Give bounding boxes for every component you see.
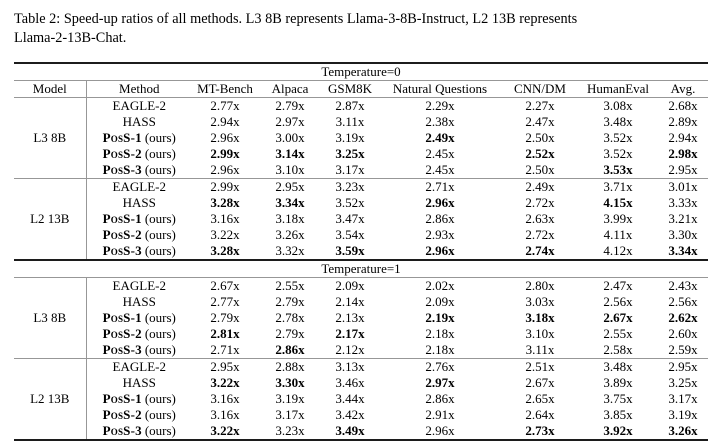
value-cell: 2.56x: [668, 294, 698, 309]
value-cell: 3.17x: [668, 391, 698, 406]
value-cell: 2.86x: [275, 342, 305, 357]
value-cell: 3.44x: [335, 391, 365, 406]
table-row: [14, 243, 708, 260]
ours-note: (ours): [144, 130, 176, 145]
value-cell: 2.52x: [525, 146, 555, 161]
method-name: PosS-2: [102, 146, 142, 161]
model-cell: L2 13B: [14, 179, 86, 261]
value-cell: 2.79x: [210, 310, 240, 325]
value-cell: 3.33x: [668, 195, 698, 210]
table-row: [14, 130, 708, 146]
method-cell: [86, 146, 192, 162]
value-cell: 3.26x: [668, 423, 698, 438]
method-cell: [86, 211, 192, 227]
value-cell: 3.34x: [668, 243, 698, 258]
method-name: PosS-1: [102, 130, 142, 145]
value-cell: 3.47x: [335, 211, 365, 226]
method-name: EAGLE-2: [112, 179, 166, 194]
ours-note: (ours): [144, 423, 176, 438]
method-name: PosS-1: [102, 310, 142, 325]
section-label: Temperature=1: [14, 260, 708, 278]
value-cell: 2.27x: [525, 98, 555, 113]
value-cell: 2.87x: [335, 98, 365, 113]
value-cell: 2.12x: [335, 342, 365, 357]
value-cell: 3.48x: [603, 114, 633, 129]
table-row: [14, 195, 708, 211]
col-header-model: Model: [14, 81, 86, 98]
table-row: [14, 391, 708, 407]
table-row: [14, 407, 708, 423]
value-cell: 2.71x: [210, 342, 240, 357]
table-row: [14, 359, 708, 376]
value-cell: 2.50x: [525, 162, 555, 177]
method-name: HASS: [122, 294, 156, 309]
value-cell: 2.18x: [425, 326, 455, 341]
value-cell: 2.09x: [335, 278, 365, 293]
value-cell: 4.11x: [603, 227, 633, 242]
method-name: PosS-3: [102, 243, 142, 258]
value-cell: 3.22x: [210, 423, 240, 438]
ours-note: (ours): [144, 407, 176, 422]
method-name: PosS-2: [102, 407, 142, 422]
value-cell: 3.13x: [322, 359, 378, 376]
method-name: EAGLE-2: [112, 98, 166, 113]
table-row: [14, 375, 708, 391]
method-name: HASS: [122, 195, 156, 210]
column-header-row: [14, 81, 708, 98]
value-cell: 2.29x: [425, 98, 455, 113]
method-cell: [86, 310, 192, 326]
method-name: PosS-3: [102, 162, 142, 177]
col-header-mt-bench: MT-Bench: [192, 81, 258, 98]
value-cell: 3.11x: [335, 114, 365, 129]
method-cell: [86, 342, 192, 359]
ours-note: (ours): [144, 310, 176, 325]
table-row: [14, 227, 708, 243]
value-cell: 2.96x: [210, 162, 240, 177]
method-name: PosS-2: [102, 227, 142, 242]
table-row: [14, 162, 708, 179]
value-cell: 2.95x: [668, 162, 698, 177]
method-cell: [86, 278, 192, 295]
value-cell: 3.54x: [335, 227, 365, 242]
value-cell: 3.89x: [603, 375, 633, 390]
value-cell: 3.16x: [210, 211, 240, 226]
method-cell: [86, 423, 192, 440]
value-cell: 2.80x: [525, 278, 555, 293]
section-label: Temperature=0: [14, 63, 708, 81]
value-cell: 3.14x: [275, 146, 305, 161]
value-cell: 3.53x: [603, 162, 633, 177]
col-header-alpaca: Alpaca: [258, 81, 322, 98]
col-header-method: Method: [86, 81, 192, 98]
method-name: PosS-3: [102, 342, 142, 357]
value-cell: 3.92x: [603, 423, 633, 438]
table-row: [14, 342, 708, 359]
value-cell: 3.22x: [210, 227, 240, 242]
value-cell: 4.12x: [603, 243, 633, 258]
table-row: [14, 294, 708, 310]
table-row: [14, 146, 708, 162]
value-cell: 3.08x: [603, 98, 633, 113]
value-cell: 2.79x: [275, 294, 305, 309]
value-cell: 2.45x: [425, 146, 455, 161]
value-cell: 3.42x: [335, 407, 365, 422]
value-cell: 3.10x: [275, 162, 305, 177]
ours-note: (ours): [144, 146, 176, 161]
section-row: [14, 260, 708, 278]
value-cell: 3.17x: [335, 162, 365, 177]
value-cell: 2.76x: [378, 359, 502, 376]
ours-note: (ours): [144, 227, 176, 242]
method-name: HASS: [122, 114, 156, 129]
method-cell: [86, 195, 192, 211]
method-name: EAGLE-2: [112, 278, 166, 293]
value-cell: 3.10x: [525, 326, 555, 341]
table-row: [14, 211, 708, 227]
value-cell: 2.02x: [425, 278, 455, 293]
value-cell: 3.52x: [603, 130, 633, 145]
col-header-avg-: Avg.: [658, 81, 708, 98]
value-cell: 2.55x: [603, 326, 633, 341]
value-cell: 3.17x: [275, 407, 305, 422]
value-cell: 2.96x: [425, 195, 455, 210]
col-header-humaneval: HumanEval: [578, 81, 658, 98]
method-name: PosS-1: [102, 391, 142, 406]
table-row: [14, 326, 708, 342]
value-cell: 4.15x: [603, 195, 633, 210]
method-cell: [86, 375, 192, 391]
value-cell: 2.81x: [210, 326, 240, 341]
section-row: [14, 63, 708, 81]
method-cell: [86, 391, 192, 407]
value-cell: 3.28x: [210, 243, 240, 258]
value-cell: 3.71x: [578, 179, 658, 196]
value-cell: 2.13x: [335, 310, 365, 325]
value-cell: 2.43x: [668, 278, 698, 293]
value-cell: 2.63x: [525, 211, 555, 226]
method-cell: [86, 179, 192, 196]
value-cell: 3.25x: [335, 146, 365, 161]
value-cell: 3.32x: [275, 243, 305, 258]
value-cell: 2.86x: [425, 211, 455, 226]
value-cell: 2.68x: [668, 98, 698, 113]
table-row: [14, 98, 708, 115]
value-cell: 2.88x: [258, 359, 322, 376]
value-cell: 2.99x: [192, 179, 258, 196]
value-cell: 3.23x: [322, 179, 378, 196]
value-cell: 2.67x: [525, 375, 555, 390]
value-cell: 3.03x: [525, 294, 555, 309]
method-cell: [86, 407, 192, 423]
model-cell: L2 13B: [14, 359, 86, 441]
results-table: [14, 62, 708, 441]
ours-note: (ours): [144, 243, 176, 258]
table-row: [14, 310, 708, 326]
value-cell: 2.93x: [425, 227, 455, 242]
value-cell: 2.17x: [335, 326, 365, 341]
col-header-gsm8k: GSM8K: [322, 81, 378, 98]
value-cell: 2.96x: [210, 130, 240, 145]
value-cell: 2.97x: [425, 375, 455, 390]
value-cell: 2.72x: [525, 227, 555, 242]
value-cell: 3.16x: [210, 407, 240, 422]
method-name: EAGLE-2: [112, 359, 166, 374]
value-cell: 3.46x: [335, 375, 365, 390]
value-cell: 3.34x: [275, 195, 305, 210]
value-cell: 2.62x: [668, 310, 698, 325]
value-cell: 2.55x: [275, 278, 305, 293]
value-cell: 2.58x: [603, 342, 633, 357]
method-name: PosS-1: [102, 211, 142, 226]
table-row: [14, 114, 708, 130]
value-cell: 2.65x: [525, 391, 555, 406]
col-header-cnn-dm: CNN/DM: [502, 81, 578, 98]
method-name: PosS-3: [102, 423, 142, 438]
value-cell: 2.74x: [525, 243, 555, 258]
value-cell: 2.49x: [425, 130, 455, 145]
caption-line-1: Table 2: Speed-up ratios of all methods. L3 8B represents Llama-3-8B-Instruct, L2 13B represents: [14, 11, 578, 27]
method-name: HASS: [122, 375, 156, 390]
value-cell: 2.59x: [668, 342, 698, 357]
value-cell: 3.99x: [603, 211, 633, 226]
method-cell: [86, 162, 192, 179]
value-cell: 2.73x: [525, 423, 555, 438]
model-cell: L3 8B: [14, 98, 86, 179]
value-cell: 3.18x: [275, 211, 305, 226]
value-cell: 2.77x: [210, 98, 240, 113]
value-cell: 3.25x: [668, 375, 698, 390]
value-cell: 3.49x: [335, 423, 365, 438]
value-cell: 2.94x: [210, 114, 240, 129]
value-cell: 2.97x: [275, 114, 305, 129]
value-cell: 2.38x: [425, 114, 455, 129]
value-cell: 3.52x: [335, 195, 365, 210]
ours-note: (ours): [144, 342, 176, 357]
value-cell: 3.11x: [525, 342, 555, 357]
value-cell: 3.48x: [578, 359, 658, 376]
value-cell: 3.26x: [275, 227, 305, 242]
value-cell: 3.18x: [525, 310, 555, 325]
value-cell: 2.86x: [425, 391, 455, 406]
value-cell: 2.18x: [425, 342, 455, 357]
value-cell: 2.09x: [425, 294, 455, 309]
value-cell: 2.72x: [525, 195, 555, 210]
value-cell: 2.49x: [502, 179, 578, 196]
caption-line-2: Llama-2-13B-Chat.: [14, 30, 127, 46]
method-cell: [86, 294, 192, 310]
table-caption: [14, 10, 708, 48]
value-cell: 2.77x: [210, 294, 240, 309]
value-cell: 3.30x: [275, 375, 305, 390]
value-cell: 2.94x: [668, 130, 698, 145]
value-cell: 3.85x: [603, 407, 633, 422]
value-cell: 2.79x: [275, 98, 305, 113]
value-cell: 2.95x: [192, 359, 258, 376]
value-cell: 2.64x: [525, 407, 555, 422]
ours-note: (ours): [144, 211, 176, 226]
value-cell: 3.52x: [603, 146, 633, 161]
value-cell: 2.67x: [603, 310, 633, 325]
value-cell: 3.01x: [658, 179, 708, 196]
value-cell: 2.98x: [668, 146, 698, 161]
value-cell: 2.14x: [335, 294, 365, 309]
value-cell: 2.79x: [275, 326, 305, 341]
value-cell: 2.51x: [502, 359, 578, 376]
value-cell: 3.28x: [210, 195, 240, 210]
value-cell: 2.47x: [525, 114, 555, 129]
value-cell: 3.21x: [668, 211, 698, 226]
value-cell: 3.00x: [275, 130, 305, 145]
value-cell: 3.30x: [668, 227, 698, 242]
value-cell: 2.78x: [275, 310, 305, 325]
ours-note: (ours): [144, 162, 176, 177]
value-cell: 2.45x: [425, 162, 455, 177]
value-cell: 3.19x: [335, 130, 365, 145]
value-cell: 2.95x: [658, 359, 708, 376]
ours-note: (ours): [144, 391, 176, 406]
col-header-natural-questions: Natural Questions: [378, 81, 502, 98]
value-cell: 2.99x: [210, 146, 240, 161]
ours-note: (ours): [144, 326, 176, 341]
value-cell: 2.96x: [425, 423, 455, 438]
value-cell: 2.67x: [210, 278, 240, 293]
value-cell: 2.60x: [668, 326, 698, 341]
value-cell: 3.59x: [335, 243, 365, 258]
method-cell: [86, 359, 192, 376]
table-row: [14, 278, 708, 295]
value-cell: 2.89x: [668, 114, 698, 129]
value-cell: 3.75x: [603, 391, 633, 406]
table-row: [14, 423, 708, 440]
value-cell: 2.91x: [425, 407, 455, 422]
method-cell: [86, 243, 192, 260]
value-cell: 2.47x: [603, 278, 633, 293]
method-cell: [86, 130, 192, 146]
value-cell: 2.50x: [525, 130, 555, 145]
table-row: [14, 179, 708, 196]
value-cell: 3.22x: [210, 375, 240, 390]
value-cell: 3.16x: [210, 391, 240, 406]
method-cell: [86, 98, 192, 115]
value-cell: 3.19x: [275, 391, 305, 406]
value-cell: 3.23x: [275, 423, 305, 438]
value-cell: 2.56x: [603, 294, 633, 309]
method-cell: [86, 114, 192, 130]
method-cell: [86, 326, 192, 342]
method-cell: [86, 227, 192, 243]
model-cell: L3 8B: [14, 278, 86, 359]
method-name: PosS-2: [102, 326, 142, 341]
value-cell: 2.96x: [425, 243, 455, 258]
value-cell: 3.19x: [668, 407, 698, 422]
value-cell: 2.71x: [378, 179, 502, 196]
value-cell: 2.19x: [425, 310, 455, 325]
value-cell: 2.95x: [258, 179, 322, 196]
